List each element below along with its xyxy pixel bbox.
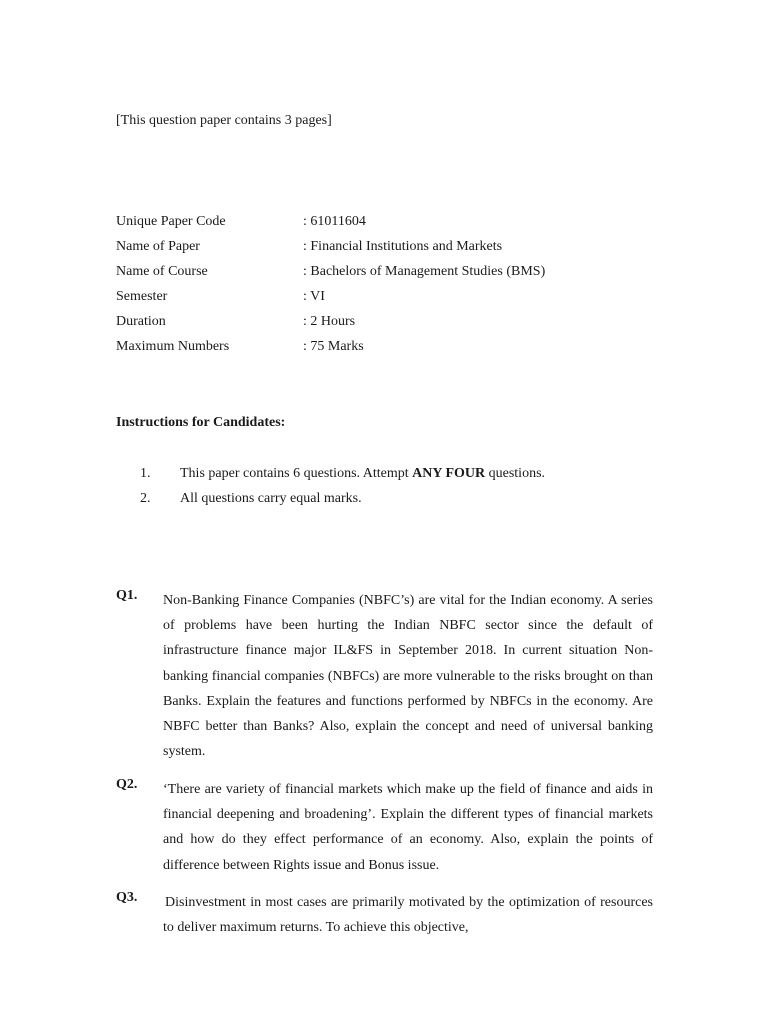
info-value: : VI [303, 289, 325, 304]
info-value: : Financial Institutions and Markets [303, 239, 503, 254]
question-text: Non-Banking Finance Companies (NBFC’s) are vital for the Indian economy. A series of problems have been hurting the Indian NBFC sector since the default of infrastructure finance major IL&FS in September 2018. In current situation Non-banking financial companies (NBFCs) are more vulnerable to the risks brought on than Banks. Explain the features and functions performed by NBFCs in the economy. Are NBFC better than Banks? Also, explain the concept and need of universal banking system. [163, 593, 653, 760]
question-label: Q3. [116, 890, 138, 905]
instruction-emphasis: ANY FOUR [412, 466, 486, 481]
instruction-number: 1. [140, 466, 151, 481]
instruction-text: This paper contains 6 questions. Attempt ANY FOUR questions. [180, 466, 546, 481]
info-label: Semester [116, 289, 168, 304]
info-value: : 2 Hours [303, 314, 356, 329]
info-label: Maximum Numbers [116, 339, 230, 354]
info-label: Name of Paper [116, 239, 200, 254]
question-text: ‘There are variety of financial markets which make up the field of finance and aids in financial deepening and broadening’. Explain the different types of financial markets and how do they effect performance of an economy. Also, explain the points of difference between Rights issue and Bonus issue. [163, 782, 653, 873]
instruction-text: All questions carry equal marks. [180, 491, 362, 506]
info-value: : Bachelors of Management Studies (BMS) [303, 264, 546, 279]
page-count-note: [This question paper contains 3 pages] [116, 113, 332, 128]
question-text: Disinvestment in most cases are primarily motivated by the optimization of resources to deliver maximum returns. To achieve this objective, [163, 895, 653, 936]
info-label: Name of Course [116, 264, 208, 279]
question-label: Q1. [116, 588, 138, 603]
info-label: Duration [116, 314, 166, 329]
instruction-number: 2. [140, 491, 151, 506]
info-value: : 75 Marks [303, 339, 364, 354]
question-label: Q2. [116, 777, 138, 792]
instructions-heading: Instructions for Candidates: [116, 415, 286, 430]
info-value: : 61011604 [303, 214, 366, 229]
info-label: Unique Paper Code [116, 214, 226, 229]
